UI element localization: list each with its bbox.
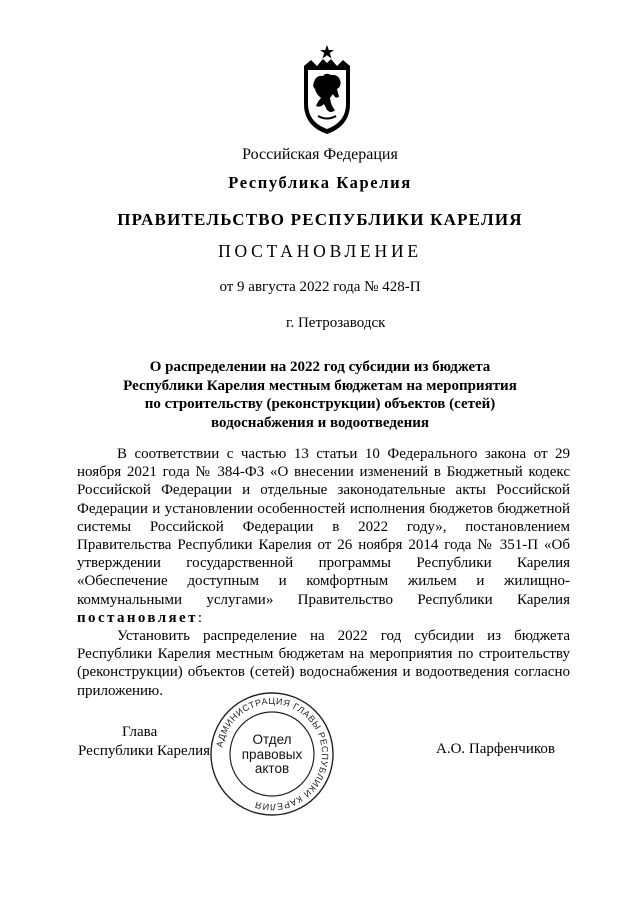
- stamp-line: актов: [254, 761, 290, 776]
- government-name: ПРАВИТЕЛЬСТВО РЕСПУБЛИКИ КАРЕЛИЯ: [117, 210, 523, 229]
- signatory-title-line: Глава: [122, 724, 158, 740]
- stamp-line: правовых: [241, 746, 303, 762]
- title-line: Республики Карелия местным бюджетам на мероприятия: [123, 377, 517, 394]
- stamp-line: Отдел: [252, 732, 292, 747]
- document-date-number: от 9 августа 2022 года № 428-П: [219, 279, 421, 295]
- title-line: по строительству (реконструкции) объектов (сетей): [144, 396, 496, 412]
- document-city: г. Петрозаводск: [286, 315, 386, 331]
- preamble-text: В соответствии с частью 13 статьи 10 Федерального закона от 29 ноября 2021 года № 384-ФЗ «О внесении изменений в Бюджетный кодекс Российской Федерации и отдельные законодательные акты Российской Федерации и установлении особенностей исполнения бюджетов бюджетной системы Российской Федерации в 2022 году», постановлением Правительства Республики Карелия от 26 ноября 2014 года № 351-П «Об утверждении государственной программы Республики Карелия «Обеспечение доступным и комфортным жильем и жилищно-коммунальными услугами» Правительство Республики Карелия: [77, 446, 570, 608]
- country-name: Российская Федерация: [242, 146, 398, 163]
- signatory-title-line: Республики Карелия: [78, 742, 211, 759]
- stamp-center-text: [208, 733, 336, 777]
- document-type: ПОСТАНОВЛЕНИЕ: [218, 241, 422, 261]
- document-body: [77, 445, 570, 700]
- body-paragraph: Установить распределение на 2022 год субсидии из бюджета Республики Карелия местным бюджетам на мероприятия по строительству (реконструкции) объектов (сетей) водоснабжения и водоотведения согласно приложению.: [77, 628, 570, 699]
- coat-of-arms-icon: [298, 44, 356, 136]
- title-line: О распределении на 2022 год субсидии из бюджета: [149, 359, 491, 375]
- body-paragraph: [77, 445, 570, 627]
- stamp-ring-text: АДМИНИСТРАЦИЯ ГЛАВЫ РЕСПУБЛИКИ КАРЕЛИЯ: [214, 695, 331, 813]
- document-title: [100, 358, 540, 432]
- decree-word: постановляет: [77, 609, 198, 626]
- signatory-title: [78, 723, 210, 760]
- decree-colon: :: [197, 609, 203, 626]
- republic-name: Республика Карелия: [228, 173, 412, 192]
- title-line: водоснабжения и водоотведения: [211, 414, 429, 431]
- signatory-name: А.О. Парфенчиков: [436, 741, 555, 757]
